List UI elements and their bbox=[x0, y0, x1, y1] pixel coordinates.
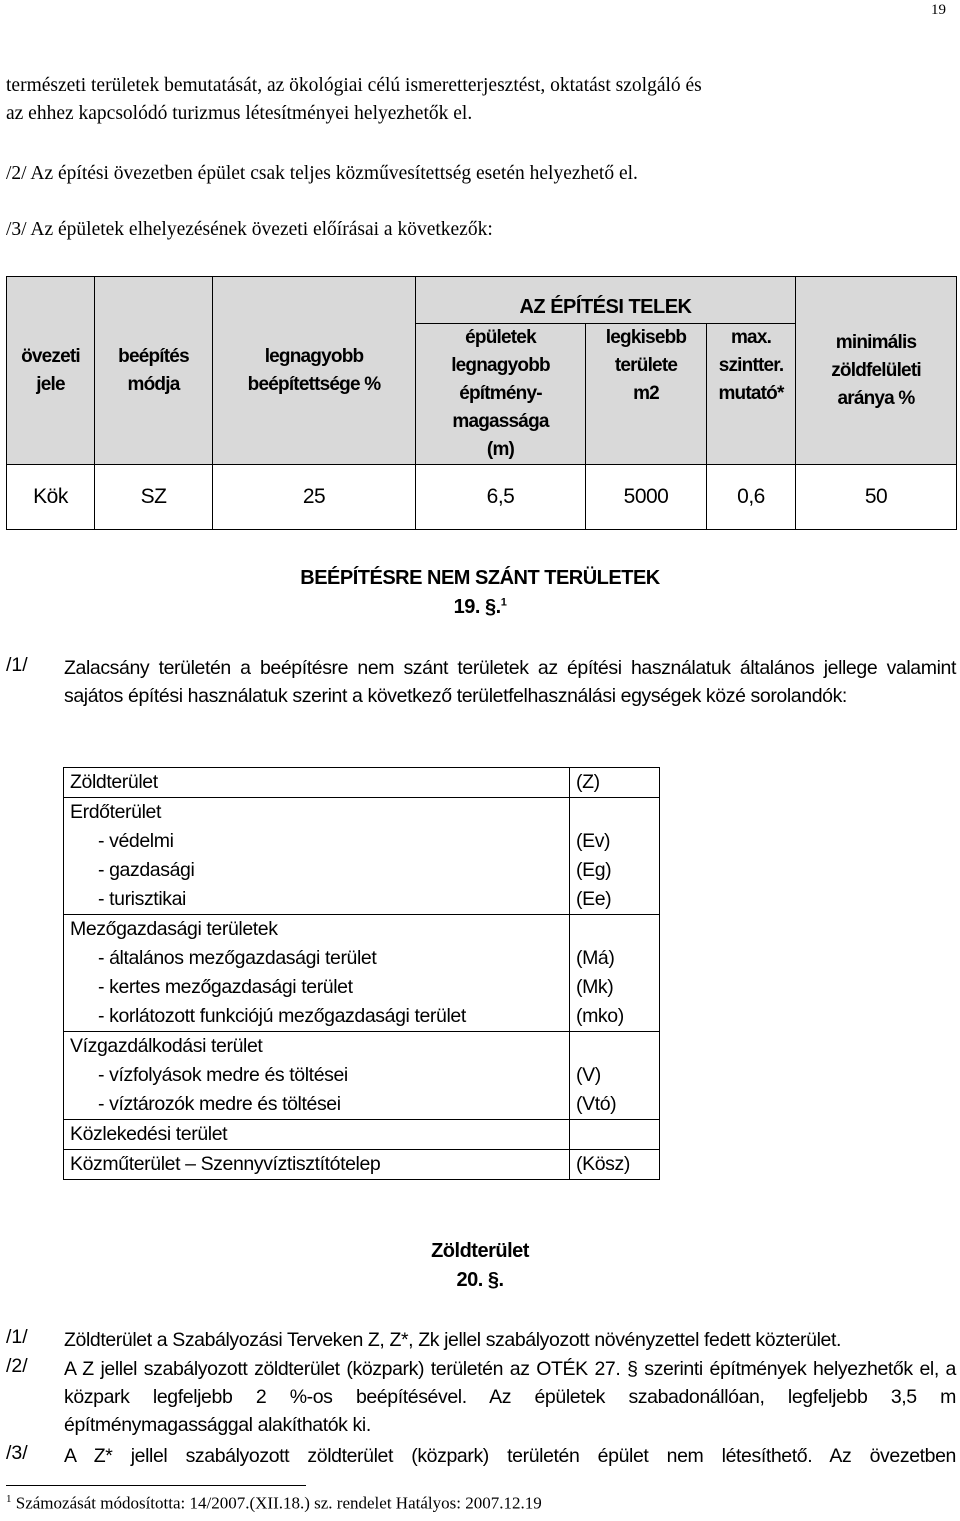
land-use-subcategory: - gazdasági bbox=[98, 859, 195, 881]
cell-zone-code: Kök bbox=[7, 465, 95, 530]
land-use-code: (Eg) bbox=[576, 859, 612, 881]
land-use-code bbox=[576, 798, 659, 827]
header-max-height: épületek legnagyobb építmény-magassága (m) bbox=[416, 324, 586, 465]
land-use-category: Mezőgazdasági területek bbox=[70, 918, 278, 940]
land-use-code: (V) bbox=[576, 1064, 601, 1086]
land-use-name-cell bbox=[64, 1120, 570, 1150]
land-use-name-cell bbox=[64, 915, 570, 1032]
cell-max-height: 6,5 bbox=[416, 465, 586, 530]
land-use-code: (Vtó) bbox=[576, 1093, 617, 1115]
cell-building-mode: SZ bbox=[95, 465, 213, 530]
table-row bbox=[64, 1032, 660, 1120]
land-use-subcategory: - vízfolyások medre és töltései bbox=[98, 1064, 348, 1086]
land-use-name-cell bbox=[64, 1032, 570, 1120]
section-20-para-1-number: /1/ bbox=[6, 1326, 28, 1348]
section-20-para-2-number: /2/ bbox=[6, 1355, 28, 1377]
land-use-category: Vízgazdálkodási terület bbox=[70, 1035, 263, 1057]
land-use-name-cell bbox=[64, 768, 570, 798]
land-use-code bbox=[576, 1032, 659, 1061]
land-use-category: Közműterület – Szennyvíztisztítótelep bbox=[70, 1153, 381, 1175]
footnote: $^1$ Számozását módosította: 14/2007.(XII.18.) sz. rendelet Hatályos: 2007.12.19 bbox=[6, 1493, 542, 1513]
header-min-area: legkisebb területe m2 bbox=[586, 324, 707, 465]
land-use-subcategory: - védelmi bbox=[98, 830, 174, 852]
header-zone-code: övezeti jele bbox=[7, 277, 95, 465]
page-number: 19 bbox=[931, 2, 946, 18]
table-row bbox=[64, 798, 660, 915]
table-row bbox=[64, 1150, 660, 1180]
section-20-para-1: Zöldterület a Szabályozási Terveken Z, Z*, Zk jellel szabályozott növényzettel fedett közterület. bbox=[64, 1329, 841, 1351]
intro-line-1: természeti területek bemutatását, az ökológiai célú ismeretterjesztést, oktatást szolgáló és bbox=[6, 75, 702, 96]
section-20-para-3-number: /3/ bbox=[6, 1442, 28, 1464]
cell-min-green-ratio: 50 bbox=[796, 465, 957, 530]
footnote-divider bbox=[6, 1485, 306, 1486]
land-use-subcategory: - általános mezőgazdasági terület bbox=[98, 947, 377, 969]
cell-floor-area-ratio: 0,6 bbox=[707, 465, 796, 530]
paragraph-2: /2/ Az építési övezetben épület csak teljes közművesítettség esetén helyezhető el. bbox=[6, 163, 638, 184]
header-building-mode: beépítés módja bbox=[95, 277, 213, 465]
footnote-reference: 1 bbox=[500, 596, 507, 609]
section-19-number: 19. §.$^1$ bbox=[453, 596, 507, 618]
land-use-subcategory: - víztározók medre és töltései bbox=[98, 1093, 341, 1115]
land-use-code: (Kösz) bbox=[576, 1153, 630, 1175]
table-row bbox=[7, 465, 957, 530]
land-use-category: Erdőterület bbox=[70, 801, 161, 823]
header-max-coverage: legnagyobb beépítettsége % bbox=[213, 277, 416, 465]
land-use-name-cell bbox=[64, 798, 570, 915]
section-20-para-3: A Z* jellel szabályozott zöldterület (közpark) területén épület nem létesíthető. Az övezetben bbox=[64, 1445, 956, 1467]
land-use-code: (Z) bbox=[576, 771, 600, 793]
paragraph-3: /3/ Az épületek elhelyezésének övezeti előírásai a következők: bbox=[6, 219, 493, 240]
land-use-subcategory: - kertes mezőgazdasági terület bbox=[98, 976, 353, 998]
land-use-code: (mko) bbox=[576, 1005, 624, 1027]
section-20-number: 20. §. bbox=[456, 1269, 504, 1291]
header-floor-area-ratio: max. szintter. mutató* bbox=[707, 324, 796, 465]
table-row bbox=[64, 1120, 660, 1150]
header-building-plot: AZ ÉPÍTÉSI TELEK bbox=[416, 277, 796, 324]
land-use-code: (Mk) bbox=[576, 976, 614, 998]
section-19-title: BEÉPÍTÉSRE NEM SZÁNT TERÜLETEK bbox=[300, 567, 660, 589]
land-use-code-cell bbox=[570, 768, 660, 798]
land-use-code: (Ev) bbox=[576, 830, 611, 852]
cell-min-area: 5000 bbox=[586, 465, 707, 530]
land-use-code-cell bbox=[570, 1120, 660, 1150]
table-row bbox=[64, 768, 660, 798]
land-use-code bbox=[576, 915, 659, 944]
section-19-para-1-number: /1/ bbox=[6, 654, 28, 676]
intro-line-2: az ehhez kapcsolódó turizmus létesítményei helyezhetők el. bbox=[6, 103, 473, 124]
land-use-code-cell bbox=[570, 1032, 660, 1120]
land-use-code bbox=[576, 1120, 659, 1149]
land-use-subcategory: - turisztikai bbox=[98, 888, 186, 910]
land-use-subcategory: - korlátozott funkciójú mezőgazdasági terület bbox=[98, 1005, 466, 1027]
section-20-title: Zöldterület bbox=[431, 1240, 529, 1262]
land-use-category: Közlekedési terület bbox=[70, 1123, 228, 1145]
land-use-category: Zöldterület bbox=[70, 771, 158, 793]
land-use-code-cell bbox=[570, 915, 660, 1032]
section-19-para-1: Zalacsány területén a beépítésre nem szánt területek az építési használatuk általános jellege valamint sajátos építési használatuk szerint a következő területfelhasználási egységek közé sorolandók: bbox=[64, 657, 956, 707]
land-use-code-cell bbox=[570, 798, 660, 915]
header-min-green-ratio: minimális zöldfelületi aránya % bbox=[796, 277, 957, 465]
zone-regulation-table bbox=[6, 276, 957, 530]
section-20-para-2: A Z jellel szabályozott zöldterület (közpark) területén az OTÉK 27. § szerinti építmények helyezhetők el, a közpark legfeljebb 2 %-os beépítésével. Az épületek szabadonállóan, legfeljebb 3,5 m építménymagassággal alakíthatók ki. bbox=[64, 1358, 956, 1436]
land-use-name-cell bbox=[64, 1150, 570, 1180]
land-use-code: (Má) bbox=[576, 947, 615, 969]
cell-max-coverage: 25 bbox=[213, 465, 416, 530]
land-use-table bbox=[63, 767, 660, 1180]
land-use-code-cell bbox=[570, 1150, 660, 1180]
land-use-code: (Ee) bbox=[576, 888, 612, 910]
table-row bbox=[64, 915, 660, 1032]
